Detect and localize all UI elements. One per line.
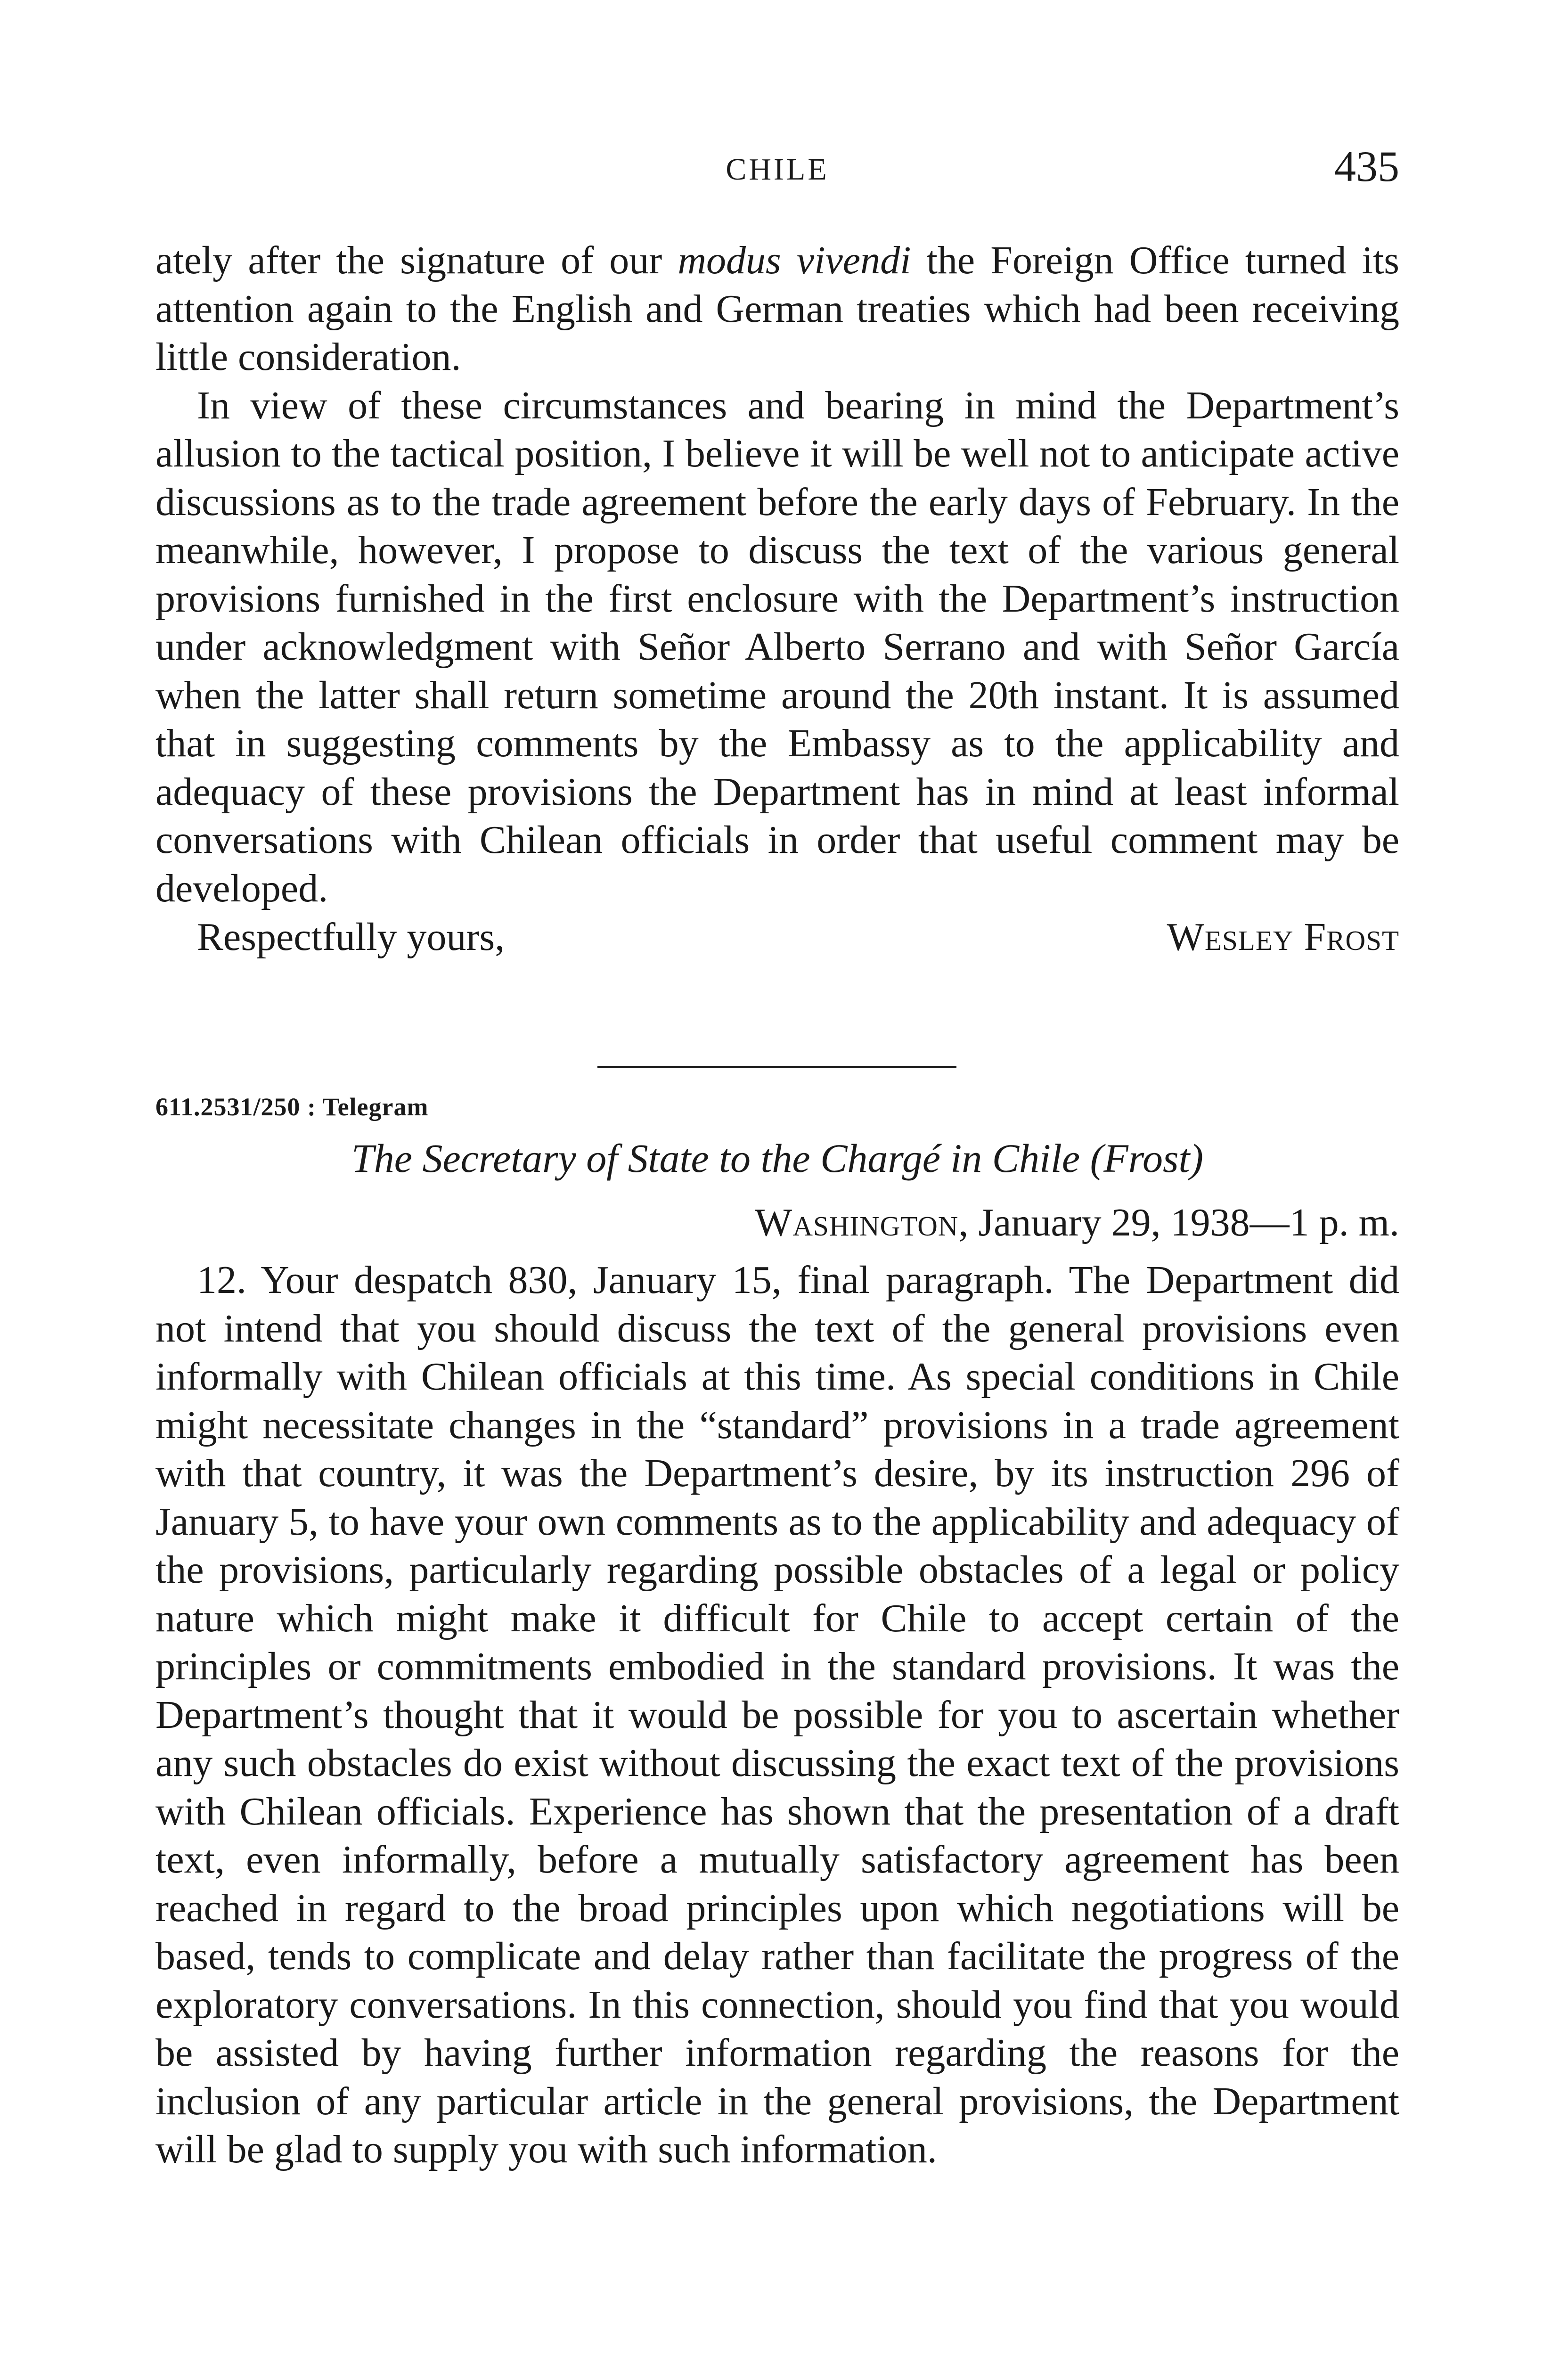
- section-divider: [597, 1066, 956, 1068]
- p1-after: the Foreign Office turned its attention again to the English and German treaties which had been receiving little consideration.: [155, 238, 1399, 379]
- p1-before: ately after the signature of our: [155, 238, 678, 282]
- file-reference: 611.2531/250 : Telegram: [155, 1093, 429, 1121]
- telegram-body: 12. Your despatch 830, January 15, final paragraph. The Department did not intend that you should discuss the text of the general provisions even informally with Chilean officials at this time. As special conditions in Chile might necessitate changes in the “standard” provisions in a trade agreement with that country, it was the Department’s desire, by its instruction 296 of January 5, to have your own comments as to the applicability and adequacy of the provisions, particularly regarding possible obstacles of a legal or policy nature which might make it difficult for Chile to accept certain of the principles or commitments embodied in the standard provisions. It was the Department’s thought that it would be possible for you to ascertain whether any such obstacles do exist without discussing the exact text of the provisions with Chilean officials. Experience has shown that the presentation of a draft text, even informally, before a mutually satisfactory agreement has been reached in regard to the broad principles upon which negotiations will be based, tends to complicate and delay rather than facilitate the progress of the exploratory conversations. In this connection, should you find that you would be assisted by having further information regarding the reasons for the inclusion of any particular article in the general provisions, the Department will be glad to supply you with such information.: [155, 1258, 1399, 2171]
- letter-body: [155, 237, 1399, 961]
- telegram-title: The Secretary of State to the Chargé in Chile (Frost): [351, 1136, 1204, 1181]
- letter-signoff: [155, 913, 1399, 961]
- telegram-body-block: [155, 1256, 1399, 2174]
- dateline-place: Washington: [755, 1201, 959, 1244]
- letter-paragraph-1: [155, 237, 1399, 382]
- modus-vivendi-term: modus vivendi: [678, 238, 911, 282]
- telegram-dateline: [755, 1200, 1399, 1245]
- section-title: CHILE: [726, 152, 829, 187]
- page-number: 435: [1334, 142, 1399, 190]
- running-head: [155, 141, 1399, 198]
- letter-closing: Respectfully yours,: [197, 915, 505, 959]
- letter-signature: Wesley Frost: [1167, 915, 1399, 959]
- letter-paragraph-2: In view of these circumstances and bearing in mind the Department’s allusion to the tactical position, I believe it will be well not to anticipate active discussions as to the trade agreement before the early days of February. In the meanwhile, however, I propose to discuss the text of the various general provisions furnished in the first enclosure with the Department’s instruction under acknowledgment with Señor Alberto Serrano and with Señor García when the latter shall return sometime around the 20th instant. It is assumed that in suggesting comments by the Embassy as to the applicability and adequacy of these provisions the Department has in mind at least informal conversations with Chilean officials in order that useful comment may be developed.: [155, 383, 1399, 910]
- dateline-date: , January 29, 1938—1 p. m.: [958, 1201, 1399, 1244]
